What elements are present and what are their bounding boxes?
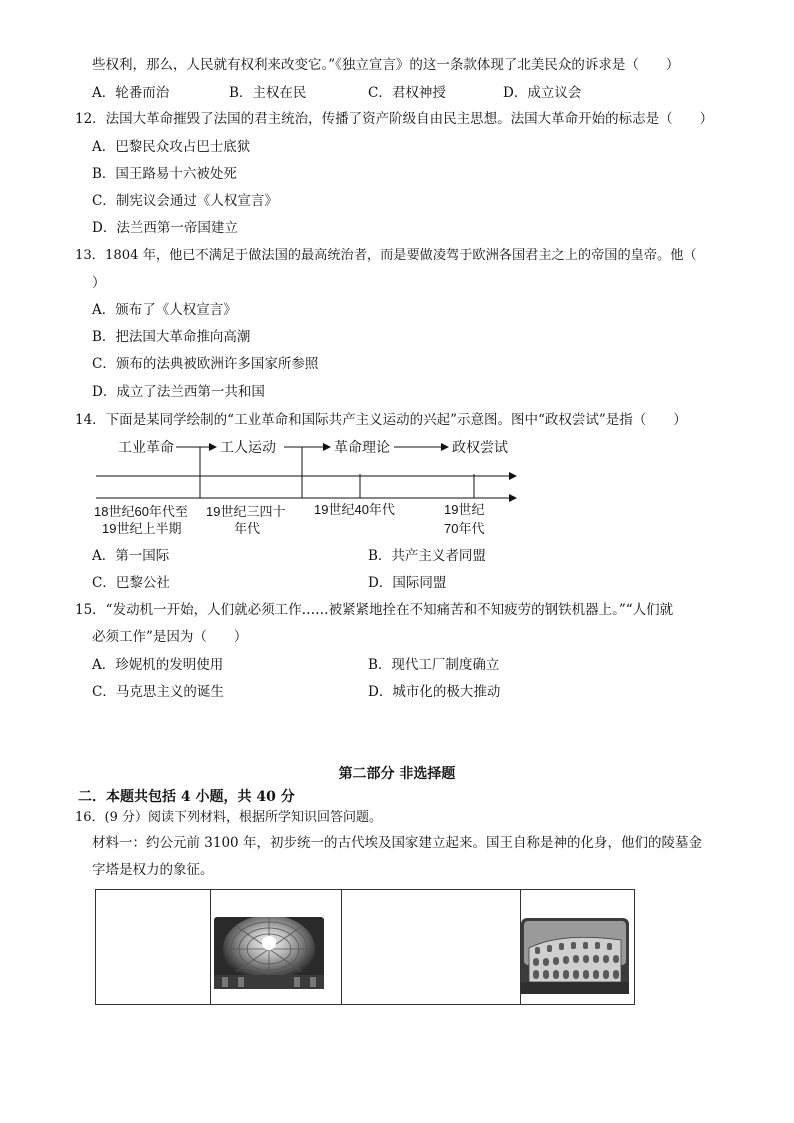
q13-option-a: A．颁布了《人权宣言》: [92, 302, 237, 318]
table-cell-pantheon: [211, 890, 342, 1004]
material-1-text-2: 字塔是权力的象征。: [92, 862, 214, 878]
q11-option-d: D．成立议会: [503, 85, 582, 101]
question-13-stem: 13．1804 年，他已不满足于做法国的最高统治者，而是要做凌驾于欧洲各国君主之上的帝国的皇帝。他（: [75, 248, 697, 263]
question-14-stem: 14．下面是某同学绘制的“工业革命和国际共产主义运动的兴起”示意图。图中“政权尝试”是指（ ）: [75, 412, 687, 428]
timeline-diagram: [92, 434, 532, 542]
q14-option-b: B．共产主义者同盟: [368, 548, 486, 564]
q12-option-d: D．法兰西第一帝国建立: [92, 220, 238, 236]
q13-option-d: D．成立了法兰西第一共和国: [92, 384, 265, 400]
image-table: [95, 889, 635, 1005]
q13-option-c: C．颁布的法典被欧洲许多国家所参照: [92, 356, 319, 372]
colosseum-image: [521, 918, 629, 994]
q11-option-b: B．主权在民: [229, 85, 307, 101]
question-15-stem: 15．“发动机一开始，人们就必须工作……被紧紧地拴在不知痛苦和不知疲劳的钢铁机器上。”“人们就: [75, 602, 674, 618]
q15-option-b: B．现代工厂制度确立: [368, 657, 500, 673]
question-13-stem-close: ）: [92, 275, 106, 291]
q12-option-a: A．巴黎民众攻占巴士底狱: [92, 139, 251, 155]
stage-label-workers-movement: 工人运动: [220, 439, 276, 455]
q14-option-a: A．第一国际: [92, 548, 170, 564]
question-12-stem: 12．法国大革命摧毁了法国的君主统治，传播了资产阶级自由民主思想。法国大革命开始的标志是（ ）: [75, 111, 714, 127]
q15-option-c: C．马克思主义的诞生: [92, 684, 224, 700]
q14-option-c: C．巴黎公社: [92, 575, 170, 591]
section-2-heading: 二．本题共包括 4 小题，共 40 分: [78, 789, 295, 805]
stage-label-industrial-revolution: 工业革命: [118, 439, 174, 455]
q12-option-c: C．制宪议会通过《人权宣言》: [92, 193, 278, 209]
question-11-stem-continued: 些权利，那么，人民就有权利来改变它。”《独立宣言》的这一条款体现了北美民众的诉求是（ ）: [92, 57, 680, 73]
part-2-title: 第二部分 非选择题: [338, 766, 456, 782]
q11-option-a: A．轮番而治: [92, 85, 170, 101]
stage-label-power-attempt: 政权尝试: [452, 439, 508, 455]
period-label-2a: 19世纪三四十: [206, 504, 286, 519]
q15-option-d: D．城市化的极大推动: [368, 684, 501, 700]
pantheon-dome-image: [214, 917, 324, 989]
q11-option-c: C．君权神授: [368, 85, 446, 101]
q15-option-a: A．珍妮机的发明使用: [92, 657, 224, 673]
table-cell-colosseum: [521, 890, 634, 1004]
period-label-2b: 年代: [234, 521, 261, 536]
question-16-stem: 16．(9 分）阅读下列材料，根据所学知识回答问题。: [75, 810, 383, 825]
period-label-3: 19世纪40年代: [314, 502, 395, 517]
table-cell-empty-2: [342, 890, 521, 1004]
q12-option-b: B．国王路易十六被处死: [92, 166, 237, 182]
question-15-stem-2: 必须工作”是因为（ ）: [92, 629, 248, 645]
material-1-text: 材料一：约公元前 3100 年，初步统一的古代埃及国家建立起来。国王自称是神的化身，他们的陵墓金: [92, 835, 702, 851]
table-cell-empty-1: [96, 890, 211, 1004]
q13-option-b: B．把法国大革命推向高潮: [92, 329, 251, 345]
q14-option-d: D．国际同盟: [368, 575, 447, 591]
period-label-4a: 19世纪: [444, 502, 485, 517]
period-label-4b: 70年代: [444, 521, 485, 536]
stage-label-revolutionary-theory: 革命理论: [334, 439, 390, 455]
period-label-1a: 18世纪60年代至: [94, 504, 188, 519]
period-label-1b: 19世纪上半期: [102, 521, 182, 536]
